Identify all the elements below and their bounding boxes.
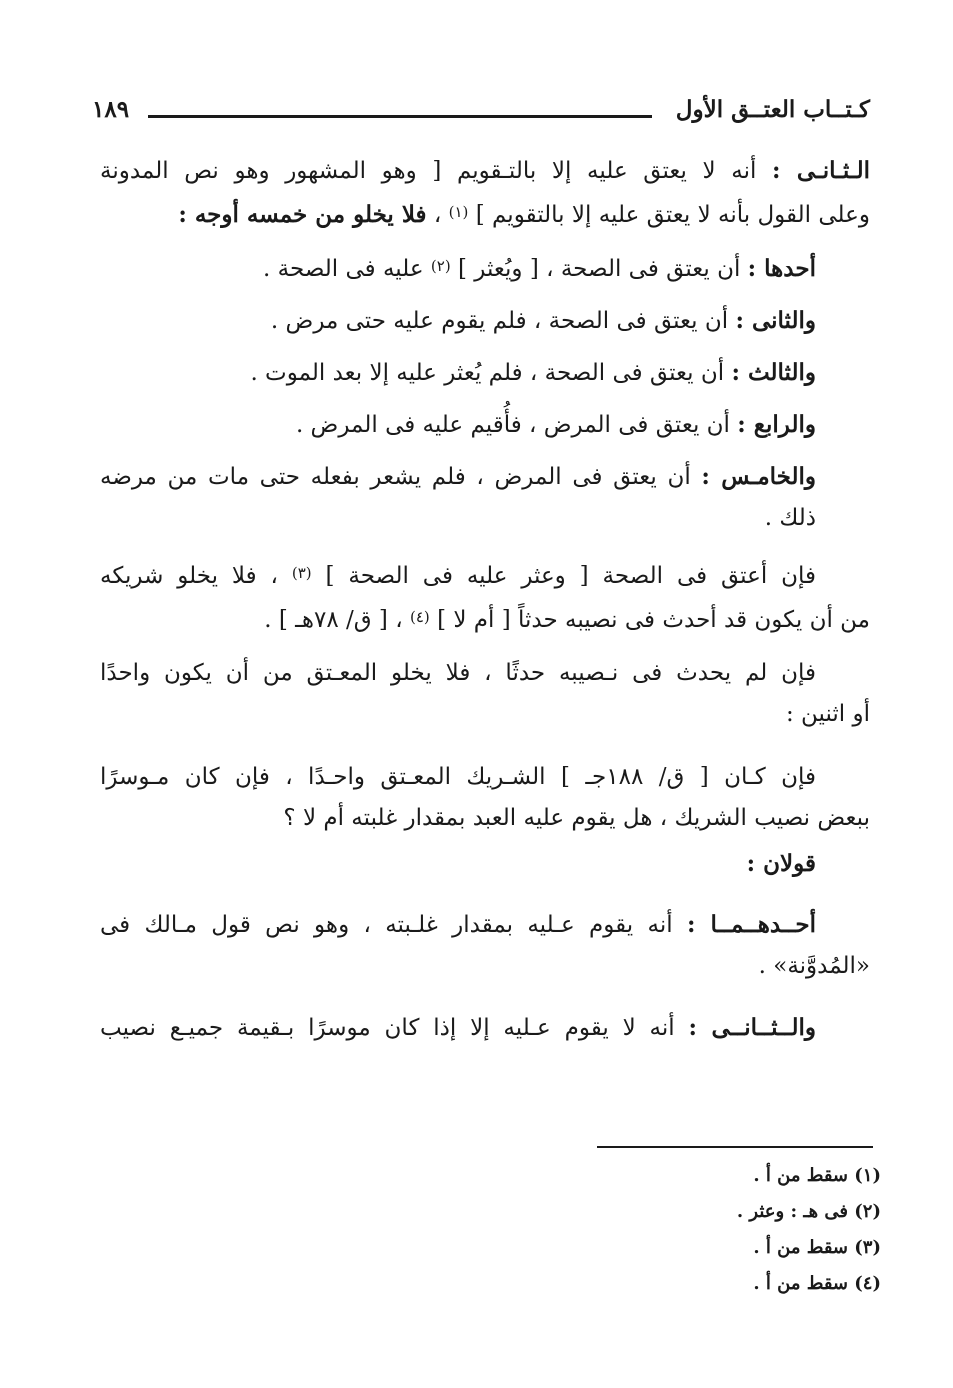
text-line bbox=[100, 192, 870, 236]
text-line: «المُدوَّنة» . bbox=[758, 953, 870, 979]
chapter-title: كـتــاب العتــق الأول bbox=[675, 96, 870, 123]
text-line: ذلك . bbox=[764, 505, 816, 531]
paragraph bbox=[100, 757, 870, 798]
footnote-ref: (٣) bbox=[291, 564, 312, 582]
footnote: (١) سقط من أ . bbox=[753, 1165, 881, 1186]
item-text: أن يعتق فى المرض ، فأُقيم عليه فى المرض . bbox=[295, 412, 730, 438]
main-text bbox=[100, 150, 870, 1049]
footnote-ref: (٢) bbox=[430, 257, 451, 275]
footnotes bbox=[481, 1158, 881, 1302]
footnote: (٣) سقط من أ . bbox=[753, 1237, 881, 1258]
list-item bbox=[100, 246, 870, 290]
paragraph-text: ، bbox=[433, 202, 442, 228]
item-lead: والرابع : bbox=[737, 411, 816, 438]
paragraph-text: أنه لا يقوم عـليه إلا إذا كان موسرًا بـقيمة جميـع نصيب bbox=[100, 1015, 675, 1041]
footnote-separator bbox=[597, 1146, 873, 1148]
item-text: عليه فى الصحة . bbox=[263, 256, 424, 282]
item-text: أن يعتق فى الصحة ، [ ويُعثر ] bbox=[457, 256, 741, 282]
item-lead: أحدها : bbox=[747, 255, 816, 282]
text-line bbox=[100, 904, 816, 946]
text-line: فإن كـان [ ق/ ١٨٨جـ ] الشـريك المعـتق واحـدًا ، فإن كان مـوسرًا bbox=[100, 764, 816, 790]
text-line: أو اثنين : bbox=[785, 701, 870, 727]
text-line bbox=[100, 150, 870, 192]
paragraph bbox=[100, 553, 870, 597]
text-line: فإن لم يحدث فى نـصيبه حدثًا ، فلا يخلو المعـتق من أن يكون واحدًا bbox=[100, 660, 816, 686]
paragraph-text: ، فلا يخلو شريكه bbox=[100, 563, 278, 589]
text-line bbox=[100, 1007, 816, 1049]
item-text: أن يعتق فى الصحة ، فلم يُعثر عليه إلا بعد الموت . bbox=[250, 360, 725, 386]
paragraph bbox=[100, 653, 870, 694]
paragraph-continued bbox=[100, 597, 870, 641]
list-item bbox=[100, 456, 870, 539]
paragraph bbox=[100, 904, 870, 946]
page-number: ١٨٩ bbox=[92, 96, 130, 123]
text-line: ببعض نصيب الشريك ، هل يقوم عليه العبد بمقدار غلبته أم لا ؟ bbox=[283, 805, 870, 831]
list-item bbox=[100, 300, 870, 342]
item-lead: والثانى : bbox=[735, 307, 816, 334]
item-lead: والثالث : bbox=[731, 359, 816, 386]
paragraph-lead: والــثــانــى : bbox=[688, 1014, 817, 1041]
paragraph bbox=[100, 1007, 870, 1049]
paragraph-bold-text: قولان : bbox=[746, 850, 816, 877]
paragraph-text: من أن يكون قد أحدث فى نصيبه حدثاً [ أم لا ] bbox=[437, 607, 870, 633]
text-line bbox=[100, 597, 870, 641]
paragraph-heading bbox=[100, 843, 870, 884]
list-item bbox=[100, 404, 870, 446]
item-text: أن يعتق فى الصحة ، فلم يقوم عليه حتى مرض . bbox=[270, 308, 729, 334]
footnote: (٢) فى هـ : وعثر . bbox=[736, 1201, 881, 1222]
paragraph-text: ، [ ق/ ٧٨هـ ] . bbox=[264, 607, 403, 633]
paragraph-second-opinion bbox=[100, 150, 870, 236]
paragraph-continued bbox=[100, 694, 870, 735]
header-rule bbox=[148, 115, 652, 118]
paragraph-continued bbox=[100, 946, 870, 987]
paragraph-lead: أحــدهــمــا : bbox=[686, 911, 816, 938]
item-text: أن يعتق فى المرض ، فلم يشعر بفعله حتى مات من مرضه bbox=[100, 464, 691, 490]
footnote-ref: (٤) bbox=[409, 608, 430, 626]
paragraph-text: فإن أعتق فى الصحة [ وعثر عليه فى الصحة ] bbox=[325, 563, 817, 589]
list-item bbox=[100, 352, 870, 394]
running-header bbox=[92, 92, 870, 132]
paragraph-text: أنه لا يعتق عليه إلا بالتـقويم [ وهو المشهور وهو نص المدونة bbox=[100, 158, 757, 184]
text-line bbox=[100, 456, 816, 498]
paragraph-lead: الـثـانـى : bbox=[772, 157, 870, 184]
footnote: (٤) سقط من أ . bbox=[753, 1273, 881, 1294]
text-line bbox=[100, 553, 816, 597]
paragraph-continued bbox=[100, 798, 870, 839]
item-lead: والخامـس : bbox=[701, 463, 816, 490]
paragraph-text: وعلى القول بأنه لا يعتق عليه إلا بالتقويم ] bbox=[475, 202, 870, 228]
footnote-ref: (١) bbox=[448, 203, 469, 221]
paragraph-bold-text: فلا يخلو من خمسه أوجه : bbox=[178, 201, 427, 228]
paragraph-text: أنه يقوم عـليه بمقدار غلـبته ، وهو نص قول مـالك فى bbox=[100, 912, 673, 938]
